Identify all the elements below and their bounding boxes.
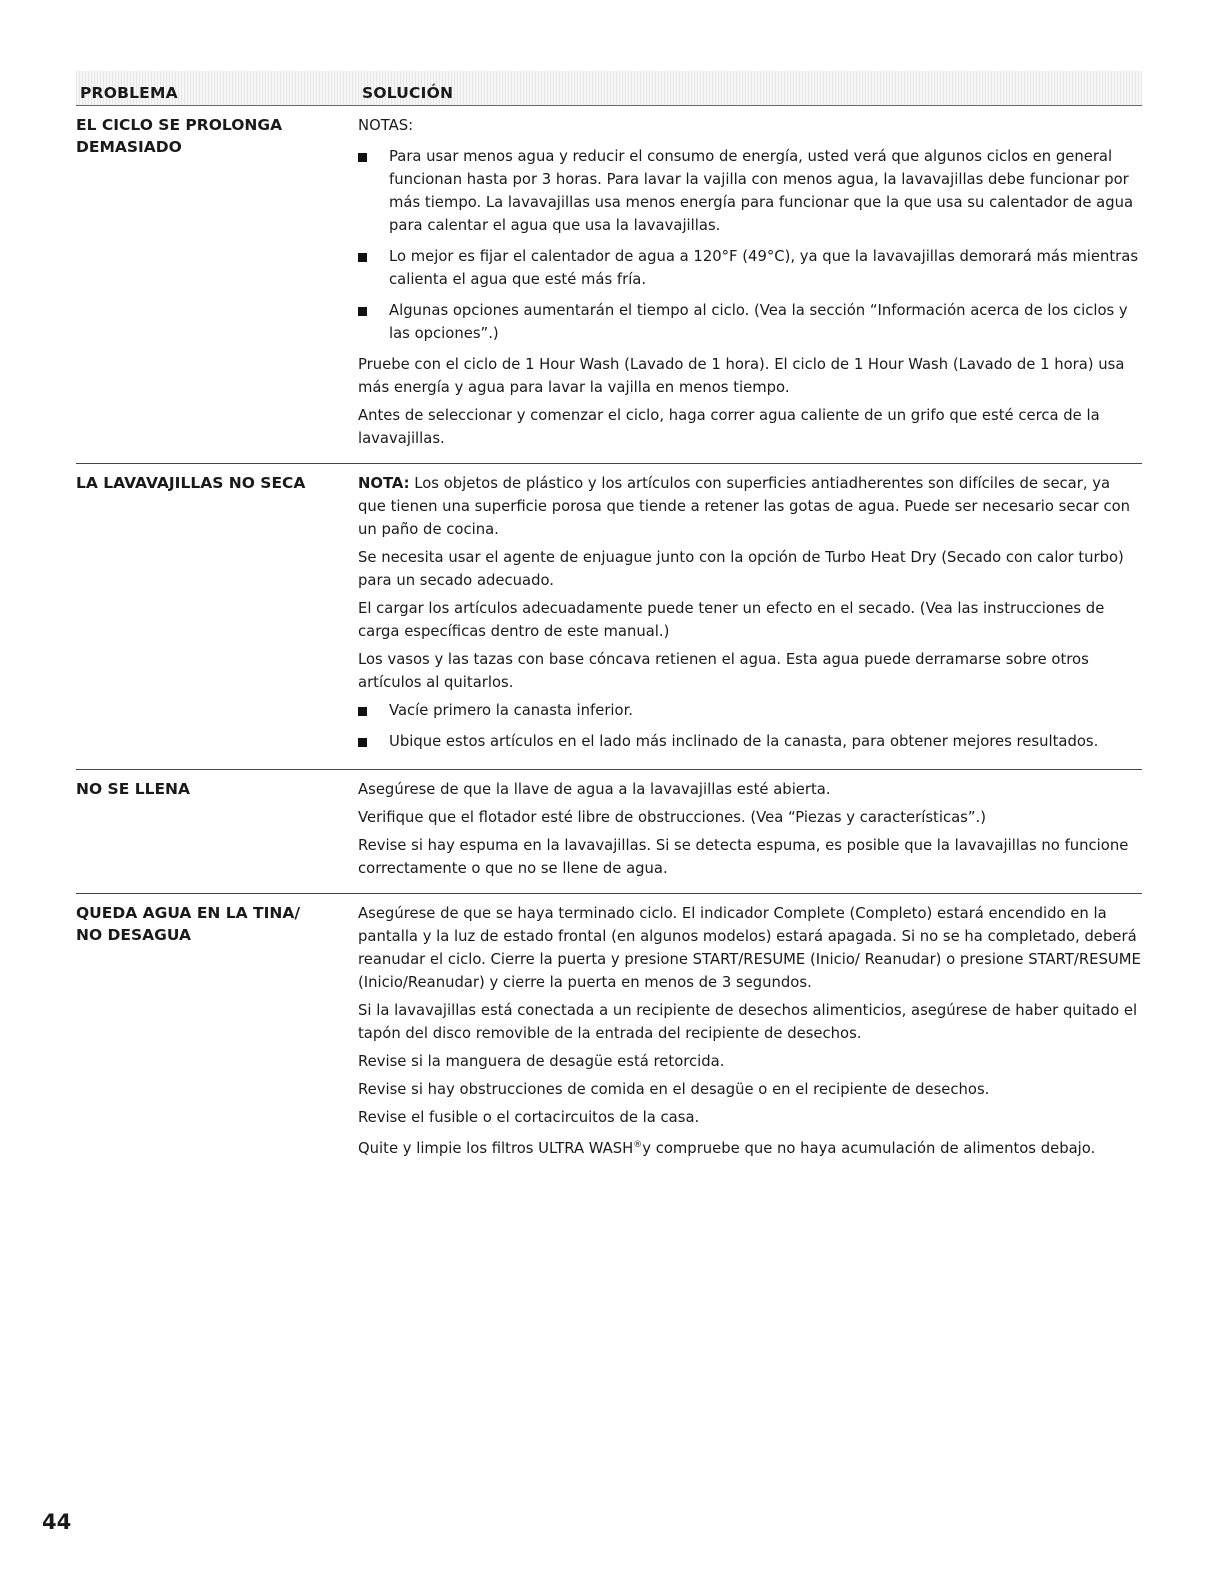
table-row [76, 894, 1142, 1173]
solution-paragraph: Si la lavavajillas está conectada a un recipiente de desechos alimenticios, asegúrese de haber quitado el tapón del disco removible de la entrada del recipiente de desechos. [358, 1002, 1138, 1042]
bullet-square-icon [358, 307, 367, 316]
solution-paragraph: Antes de seleccionar y comenzar el ciclo, haga correr agua caliente de un grifo que esté cerca de la lavavajillas. [358, 407, 1100, 447]
nota-text: Los objetos de plástico y los artículos con superficies antiadherentes son difíciles de secar, ya que tienen una superficie porosa que tiende a retener las gotas de agua. Puede ser necesario secar con un paño de cocina. [358, 475, 1131, 538]
bullet-square-icon [358, 707, 367, 716]
table-row [76, 464, 1142, 770]
solution-cell [358, 776, 1142, 885]
solution-paragraph: Revise si hay espuma en la lavavajillas. Si se detecta espuma, es posible que la lavavajillas no funcione correctamente o que no se llene de agua. [358, 837, 1129, 877]
solution-paragraph: Se necesita usar el agente de enjuague junto con la opción de Turbo Heat Dry (Secado con calor turbo) para un secado adecuado. [358, 549, 1124, 589]
problem-title: NO SE LLENA [76, 780, 191, 798]
solution-cell [358, 900, 1142, 1165]
solution-paragraph: Los vasos y las tazas con base cóncava retienen el agua. Esta agua puede derramarse sobre otros artículos al quitarlos. [358, 651, 1089, 691]
table-row [76, 770, 1142, 894]
solution-paragraph: Quite y limpie los filtros ULTRA WASH®y compruebe que no haya acumulación de alimentos debajo. [358, 1139, 1096, 1157]
solution-cell [358, 112, 1142, 455]
list-item: Vacíe primero la canasta inferior. [358, 699, 1142, 722]
list-item: Para usar menos agua y reducir el consumo de energía, usted verá que algunos ciclos en general funcionan hasta por 3 horas. Para lavar la vajilla con menos agua, la lavavajillas debe funcionar por más tiempo. La lavavajillas usa menos energía para funcionar que la que usa su calentador de agua para calentar el agua que usa la lavavajillas. [358, 145, 1142, 237]
solution-paragraph: Revise si hay obstrucciones de comida en el desagüe o en el recipiente de desechos. [358, 1081, 990, 1098]
problem-title-cont: NO DESAGUA [76, 926, 191, 944]
solution-cell [358, 470, 1142, 761]
problem-title: LA LAVAVAJILLAS NO SECA [76, 474, 306, 492]
list-item: Algunas opciones aumentarán el tiempo al ciclo. (Vea la sección “Información acerca de los ciclos y las opciones”.) [358, 299, 1142, 345]
bullet-square-icon [358, 253, 367, 262]
notas-label: NOTAS: [358, 117, 414, 134]
table-row [76, 106, 1142, 464]
registered-mark: ® [633, 1140, 643, 1150]
list-item: Ubique estos artículos en el lado más inclinado de la canasta, para obtener mejores resultados. [358, 730, 1142, 753]
list-item: Lo mejor es fijar el calentador de agua a 120°F (49°C), ya que la lavavajillas demorará más mientras calienta el agua que esté más fría. [358, 245, 1142, 291]
bullet-square-icon [358, 153, 367, 162]
solution-paragraph: Asegúrese de que la llave de agua a la lavavajillas esté abierta. [358, 781, 831, 798]
problem-title-cont: DEMASIADO [76, 138, 182, 156]
solution-paragraph: Pruebe con el ciclo de 1 Hour Wash (Lavado de 1 hora). El ciclo de 1 Hour Wash (Lavado de 1 hora) usa más energía y agua para lavar la vajilla en menos tiempo. [358, 356, 1125, 396]
header-problema: PROBLEMA [80, 84, 178, 102]
problem-cell [76, 900, 358, 1165]
bullet-square-icon [358, 738, 367, 747]
solution-paragraph: Asegúrese de que se haya terminado ciclo. El indicador Complete (Completo) estará encendido en la pantalla y la luz de estado frontal (en algunos modelos) estará apagada. Si no se ha completado, deberá reanudar el ciclo. Cierre la puerta y presione START/RESUME (Inicio/ Reanudar) o presione START/RESUME (Inicio/Reanudar) y cierre la puerta en menos de 3 segundos. [358, 905, 1141, 991]
bullet-list [358, 699, 1142, 753]
problem-cell [76, 776, 358, 885]
solution-paragraph: El cargar los artículos adecuadamente puede tener un efecto en el secado. (Vea las instrucciones de carga específicas dentro de este manual.) [358, 600, 1105, 640]
problem-title: QUEDA AGUA EN LA TINA/ [76, 904, 301, 922]
page-number: 44 [42, 1510, 72, 1534]
table-header [76, 71, 1142, 106]
solution-paragraph: Revise el fusible o el cortacircuitos de la casa. [358, 1109, 700, 1126]
header-solucion: SOLUCIÓN [362, 84, 454, 102]
solution-paragraph: Revise si la manguera de desagüe está retorcida. [358, 1053, 725, 1070]
solution-paragraph: Verifique que el flotador esté libre de obstrucciones. (Vea “Piezas y características”.) [358, 809, 987, 826]
nota-label: NOTA: [358, 475, 410, 492]
bullet-list [358, 145, 1142, 345]
problem-cell [76, 112, 358, 455]
troubleshooting-table [76, 71, 1142, 1173]
nota-paragraph [358, 472, 1142, 541]
problem-cell [76, 470, 358, 761]
problem-title: EL CICLO SE PROLONGA [76, 116, 283, 134]
